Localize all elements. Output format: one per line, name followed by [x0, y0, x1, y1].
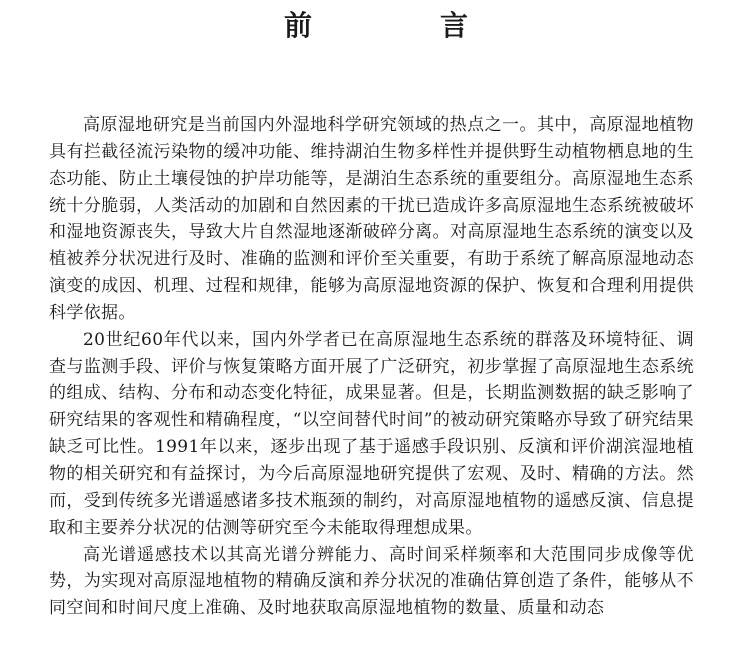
body-text	[49, 112, 694, 622]
paragraph-1: 高原湿地研究是当前国内外湿地科学研究领域的热点之一。其中，高原湿地植物具有拦截径流污染物的缓冲功能、维持湖泊生物多样性并提供野生动植物栖息地的生态功能、防止土壤侵蚀的护岸功能等，是湖泊生态系统的重要组分。高原湿地生态系统十分脆弱，人类活动的加剧和自然因素的干扰已造成许多高原湿地生态系统被破坏和湿地资源丧失，导致大片自然湿地逐渐破碎分离。对高原湿地生态系统的演变以及植被养分状况进行及时、准确的监测和评价至关重要，有助于系统了解高原湿地动态演变的成因、机理、过程和规律，能够为高原湿地资源的保护、恢复和合理利用提供科学依据。	[49, 115, 694, 323]
paragraph-3: 高光谱遥感技术以其高光谱分辨能力、高时间采样频率和大范围同步成像等优势，为实现对高原湿地植物的精确反演和养分状况的准确估算创造了条件，能够从不同空间和时间尺度上准确、及时地获取高原湿地植物的数量、质量和动态	[49, 544, 694, 619]
paragraph-2: 20世纪60年代以来，国内外学者已在高原湿地生态系统的群落及环境特征、调查与监测手段、评价与恢复策略方面开展了广泛研究，初步掌握了高原湿地生态系统的组成、结构、分布和动态变化特征，成果显著。但是，长期监测数据的缺乏影响了研究结果的客观性和精确程度，“以空间替代时间”的被动研究策略亦导致了研究结果缺乏可比性。1991年以来，逐步出现了基于遥感手段识别、反演和评价湖滨湿地植物的相关研究和有益探讨，为今后高原湿地研究提供了宏观、及时、精确的方法。然而，受到传统多光谱遥感诸多技术瓶颈的制约，对高原湿地植物的遥感反演、信息提取和主要养分状况的估测等研究至今未能取得理想成果。	[49, 329, 694, 538]
page-title: 前 言	[283, 9, 518, 42]
